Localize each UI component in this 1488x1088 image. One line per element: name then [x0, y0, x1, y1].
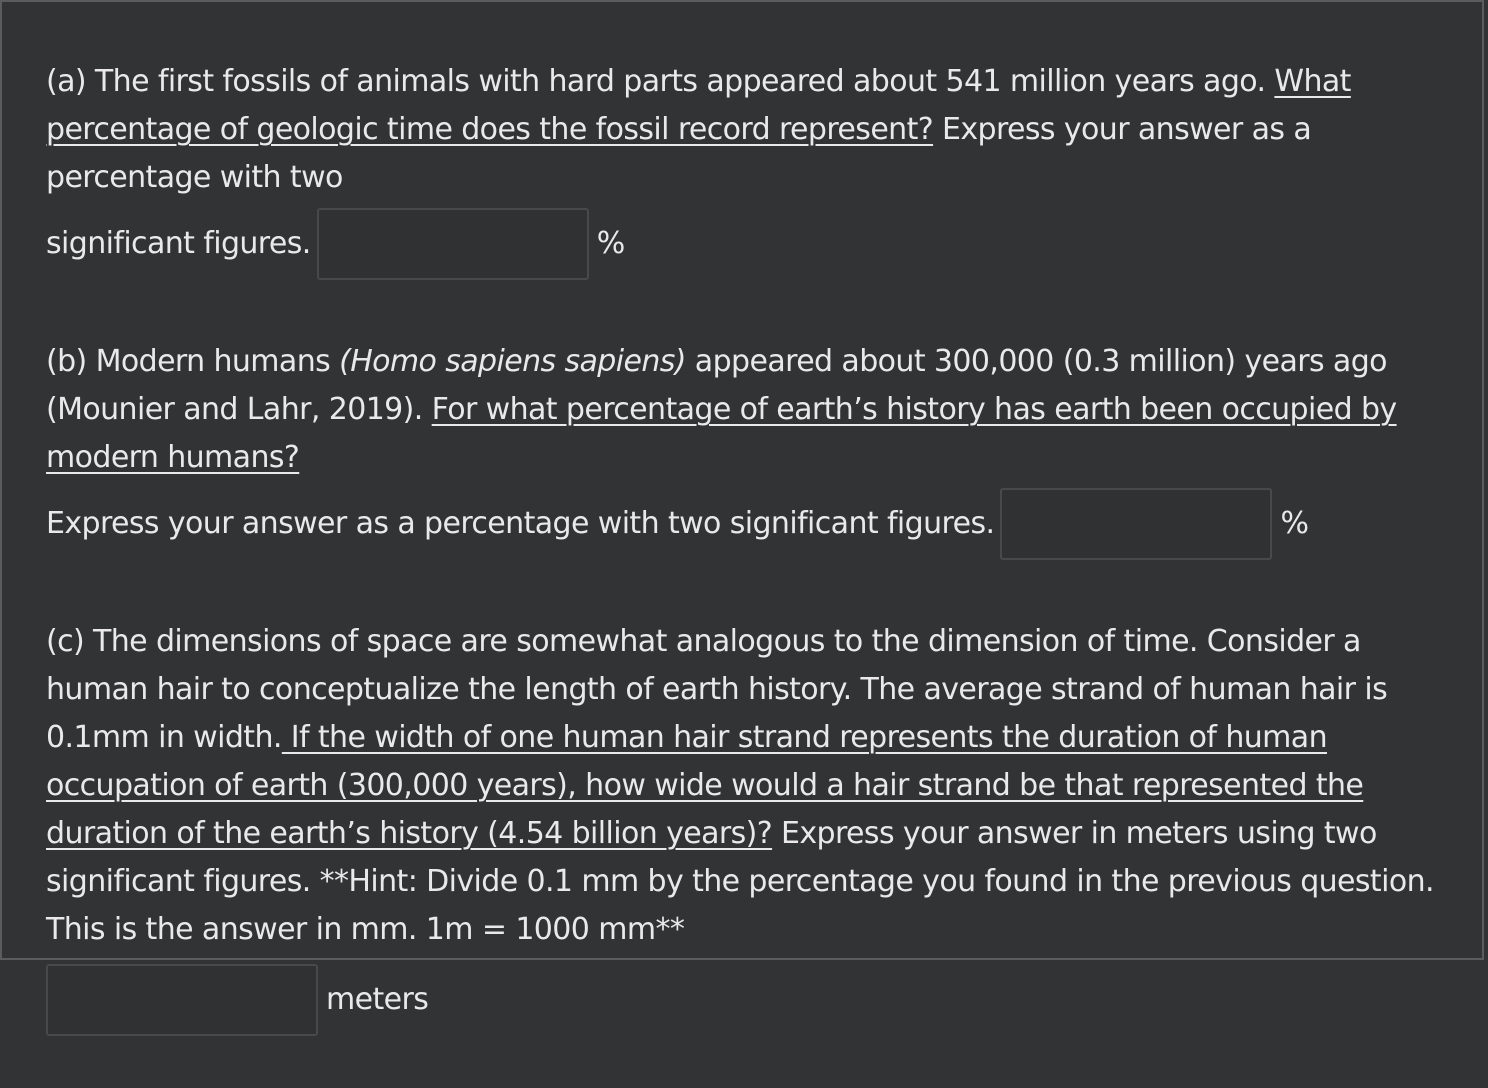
- question-c-answer-line: [46, 964, 1466, 1036]
- question-b-text-1: (b) Modern humans: [46, 344, 340, 379]
- question-b-answer-input[interactable]: [1000, 488, 1272, 560]
- question-b-italic: (Homo sapiens sapiens): [339, 344, 686, 379]
- question-a-text-3: significant figures.: [46, 226, 311, 261]
- question-c-unit: meters: [326, 982, 429, 1017]
- question-b-text-3: Express your answer as a percentage with two significant figures.: [46, 506, 995, 541]
- question-b-unit: %: [1280, 506, 1309, 541]
- question-b-answer-line: [46, 482, 1466, 566]
- question-c-text-2: Express your answer in meters using two significant figures. **Hint: Divide 0.1 mm by the percentage you found in the previous question. This is the answer in mm. 1m = 1000 mm**: [46, 816, 1434, 947]
- question-a: [46, 58, 1466, 286]
- question-b-text-2: appeared about 300,000 (0.3 million) years ago (Mounier and Lahr, 2019).: [46, 344, 1387, 427]
- question-a-answer-line: [46, 202, 1466, 286]
- question-a-text-2: Express your answer as a percentage with two: [46, 112, 1312, 195]
- question-c-underlined: If the width of one human hair strand represents the duration of human occupation of earth (300,000 years), how wide would a hair strand be that represented the duration of the earth’s history (4.54 billion years)?: [46, 720, 1364, 851]
- question-c-answer-input[interactable]: [46, 964, 318, 1036]
- question-a-answer-input[interactable]: [317, 208, 589, 280]
- question-content: [46, 58, 1466, 1088]
- question-b: [46, 338, 1466, 566]
- question-b-underlined: For what percentage of earth’s history has earth been occupied by modern humans?: [46, 392, 1397, 475]
- question-a-unit: %: [596, 226, 625, 261]
- question-a-text-1: (a) The first fossils of animals with hard parts appeared about 541 million years ago.: [46, 64, 1275, 99]
- question-c: [46, 618, 1466, 1036]
- question-c-text-1: (c) The dimensions of space are somewhat analogous to the dimension of time. Consider a human hair to conceptualize the length of earth history. The average strand of human hair is 0.1mm in width.: [46, 624, 1388, 755]
- question-a-underlined: What percentage of geologic time does the fossil record represent?: [46, 64, 1351, 147]
